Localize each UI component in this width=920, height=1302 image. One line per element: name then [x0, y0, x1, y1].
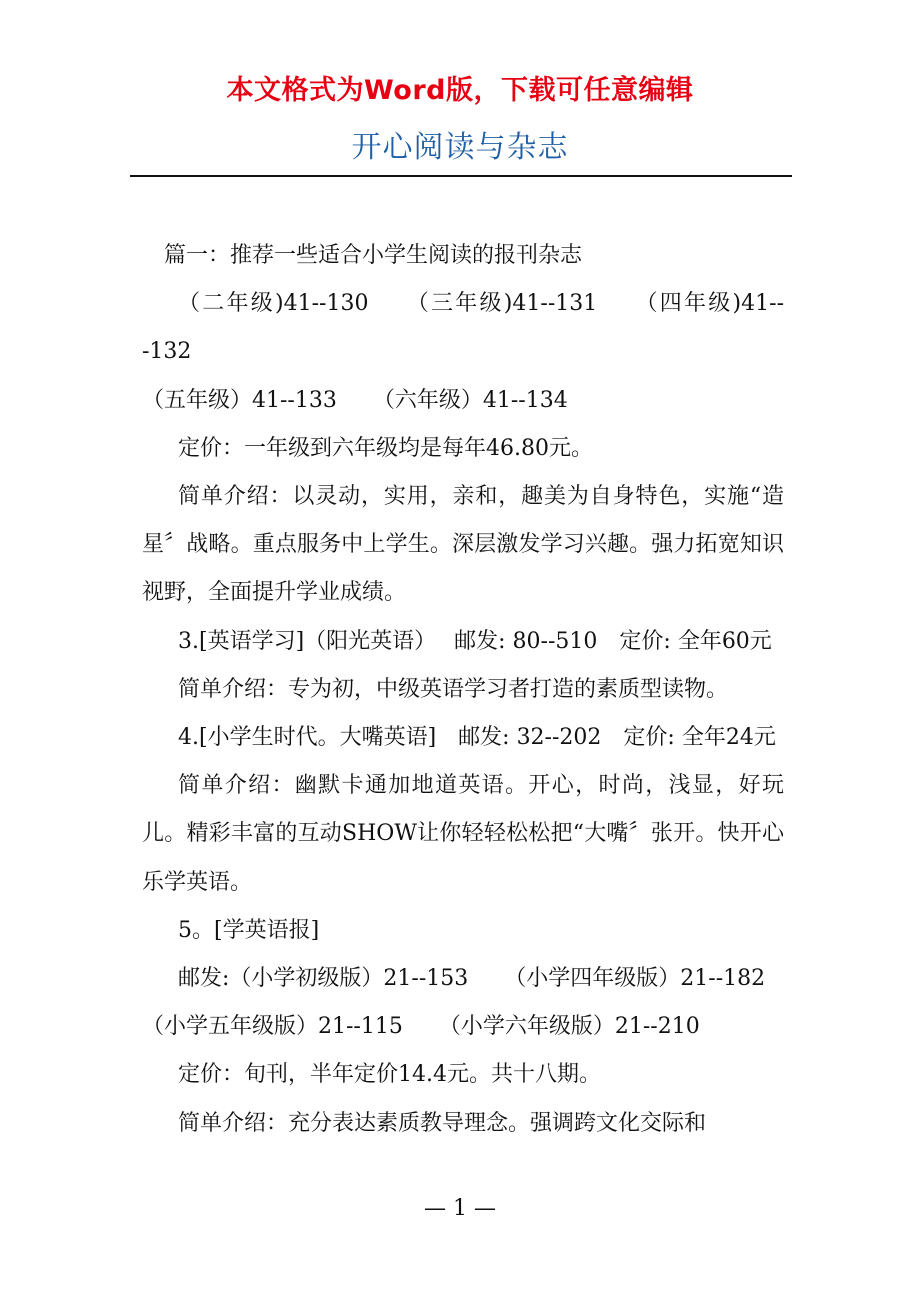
intro-paragraph: 简单介绍：专为初，中级英语学习者打造的素质型读物。	[178, 676, 729, 702]
grade-code: （三年级)41--131	[404, 291, 598, 317]
title-divider	[130, 175, 792, 177]
magazine-entry: 3.[英语学习]（阳光英语） 邮发: 80--510 定价: 全年60元	[178, 628, 772, 654]
document-body	[142, 232, 784, 1148]
section-heading: 篇一：推荐一些适合小学生阅读的报刊杂志	[164, 243, 583, 268]
edition-code: （小学五年级版）21--115	[142, 1014, 403, 1040]
edition-code: 邮发:（小学初级版）21--153	[178, 966, 469, 992]
edition-code: （小学六年级版）21--210	[438, 1014, 700, 1040]
page-number: — 1 —	[424, 1196, 496, 1221]
grade-code: （五年级）41--133	[142, 387, 337, 413]
intro-paragraph: 简单介绍：以灵动，实用，亲和，趣美为自身特色，实施“造星〞战略。重点服务中上学生。深层激发学习兴趣。强力拓宽知识视野，全面提升学业成绩。	[142, 484, 784, 606]
edition-codes-line	[142, 955, 784, 1003]
document-title: 开心阅读与杂志	[351, 130, 569, 165]
grade-code: （六年级）41--134	[372, 387, 568, 413]
grade-codes-line	[142, 280, 784, 376]
download-banner: 本文格式为Word版，下载可任意编辑	[226, 75, 694, 106]
intro-paragraph: 简单介绍：充分表达素质教导理念。强调跨文化交际和	[178, 1110, 707, 1136]
edition-codes-line	[142, 1003, 784, 1051]
price-paragraph: 定价：一年级到六年级均是每年46.80元。	[178, 435, 593, 461]
edition-code: （小学四年级版）21--182	[504, 966, 766, 992]
grade-code: （二年级)41--130	[178, 291, 369, 317]
price-paragraph: 定价：旬刊，半年定价14.4元。共十八期。	[178, 1062, 601, 1088]
grade-codes-line	[142, 377, 784, 425]
intro-paragraph: 简单介绍：幽默卡通加地道英语。开心，时尚，浅显，好玩儿。精彩丰富的互动SHOW让你轻轻松松把“大嘴〞张开。快开心乐学英语。	[142, 773, 784, 895]
magazine-entry: 5。[学英语报]	[178, 917, 320, 943]
magazine-entry: 4.[小学生时代。大嘴英语] 邮发: 32--202 定价: 全年24元	[178, 725, 776, 751]
grade-code: （四年级)41---132	[142, 291, 785, 365]
